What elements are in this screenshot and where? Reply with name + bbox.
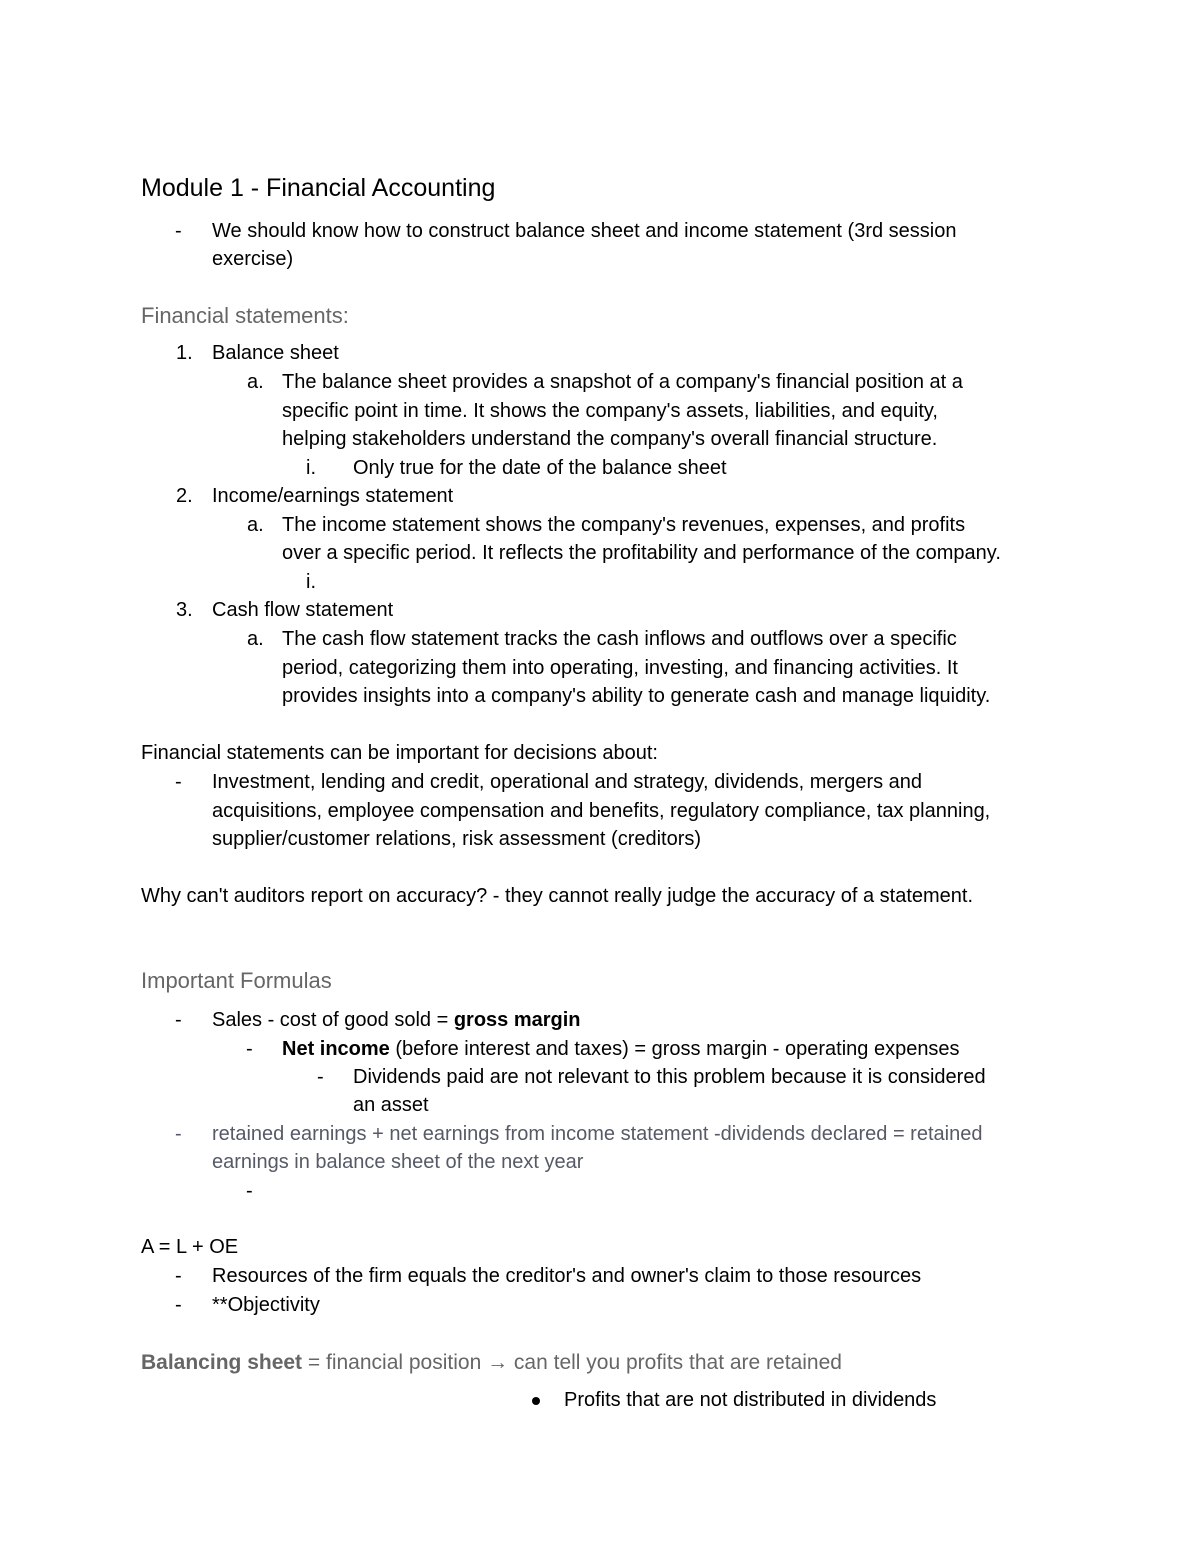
balancing-sheet-text: = financial position → can tell you profits that are retained [302, 1351, 842, 1374]
list-marker: 1. [176, 342, 193, 364]
cash-flow-desc-2: period, categorizing them into operating, investing, and financing activities. It [282, 657, 958, 679]
decisions-dash: - [175, 771, 182, 793]
decisions-intro: Financial statements can be important for decisions about: [141, 742, 658, 764]
formula-dash: - [175, 1009, 182, 1031]
section-heading-important-formulas: Important Formulas [141, 968, 332, 993]
income-statement-desc-2: over a specific period. It reflects the profitability and performance of the company. [282, 542, 1001, 564]
formula-dash: - [246, 1038, 253, 1060]
intro-dash: - [175, 220, 182, 242]
section-heading-financial-statements: Financial statements: [141, 303, 349, 328]
accounting-equation: A = L + OE [141, 1236, 239, 1258]
equation-point-1: Resources of the firm equals the creditor's and owner's claim to those resources [212, 1265, 922, 1287]
formula-dash: - [246, 1180, 253, 1202]
formula-dash: - [175, 1123, 182, 1145]
decisions-line-1: Investment, lending and credit, operational and strategy, dividends, mergers and [212, 771, 923, 793]
list-item-income-statement: Income/earnings statement [212, 485, 454, 507]
balance-sheet-desc-2: specific point in time. It shows the company's assets, liabilities, and equity, [282, 400, 938, 422]
formula-gross-margin [212, 1008, 581, 1032]
retained-earnings-line-2: earnings in balance sheet of the next year [212, 1151, 584, 1173]
cash-flow-desc-3: provides insights into a company's ability to generate cash and manage liquidity. [282, 685, 991, 707]
auditors-question: Why can't auditors report on accuracy? - they cannot really judge the accuracy of a statement. [141, 885, 974, 907]
net-income-term: Net income [282, 1038, 390, 1060]
dividends-note-2: an asset [353, 1094, 429, 1116]
formula-gross-margin-text: Sales - cost of good sold = [212, 1009, 454, 1031]
formula-dash: - [317, 1066, 324, 1088]
cash-flow-desc-1: The cash flow statement tracks the cash inflows and outflows over a specific [282, 628, 957, 650]
retained-profits-bullet: Profits that are not distributed in dividends [564, 1389, 937, 1411]
page-title: Module 1 - Financial Accounting [141, 174, 496, 202]
formula-net-income [282, 1037, 960, 1061]
sub-marker: a. [247, 628, 264, 650]
intro-line-2: exercise) [212, 248, 294, 270]
sub-marker: a. [247, 514, 264, 536]
balancing-sheet-term: Balancing sheet [141, 1351, 303, 1374]
equation-point-2: **Objectivity [212, 1294, 320, 1316]
balance-sheet-note: Only true for the date of the balance sheet [353, 457, 727, 479]
list-marker: 2. [176, 485, 193, 507]
formula-net-income-text: (before interest and taxes) = gross margin - operating expenses [389, 1038, 960, 1060]
equation-dash: - [175, 1265, 182, 1287]
list-item-balance-sheet: Balance sheet [212, 342, 339, 364]
decisions-line-2: acquisitions, employee compensation and benefits, regulatory compliance, tax planning, [212, 800, 991, 822]
balancing-sheet-line [141, 1350, 842, 1375]
gross-margin-term: gross margin [453, 1009, 581, 1031]
subsub-marker: i. [306, 457, 316, 479]
sub-marker: a. [247, 371, 264, 393]
retained-earnings-line-1: retained earnings + net earnings from income statement -dividends declared = retained [212, 1123, 983, 1145]
subsub-marker: i. [306, 571, 316, 593]
balance-sheet-desc-1: The balance sheet provides a snapshot of a company's financial position at a [282, 371, 963, 393]
list-item-cash-flow-statement: Cash flow statement [212, 599, 394, 621]
bullet-dot [532, 1397, 540, 1405]
dividends-note-1: Dividends paid are not relevant to this problem because it is considered [353, 1066, 986, 1088]
decisions-line-3: supplier/customer relations, risk assessment (creditors) [212, 828, 702, 850]
balance-sheet-desc-3: helping stakeholders understand the company's overall financial structure. [282, 428, 938, 450]
list-marker: 3. [176, 599, 193, 621]
income-statement-desc-1: The income statement shows the company's revenues, expenses, and profits [282, 514, 966, 536]
intro-line-1: We should know how to construct balance sheet and income statement (3rd session [212, 220, 957, 242]
equation-dash: - [175, 1294, 182, 1316]
